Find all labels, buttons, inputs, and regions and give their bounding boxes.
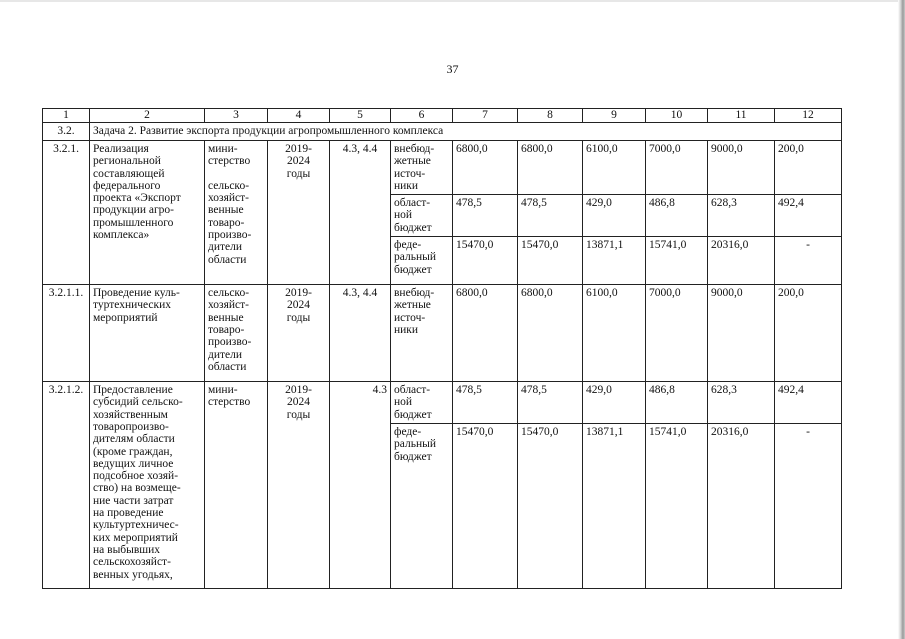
funding-source: феде- ральный бюджет: [391, 237, 453, 285]
measure-name: Проведение куль- туртехнических мероприятий: [90, 285, 205, 382]
funding-source: внебюд- жетные источ- ники: [391, 141, 453, 195]
value-cell: 200,0: [775, 141, 842, 195]
row-number: 3.2.1.: [43, 141, 90, 285]
column-number: 4: [268, 109, 330, 123]
value-cell: 628,3: [708, 195, 775, 237]
column-number: 9: [583, 109, 646, 123]
measure-name: Реализация региональной составляющей федерального проекта «Экспорт продукции агро- промышленного комплекса»: [90, 141, 205, 285]
scan-edge-shadow: [898, 0, 905, 639]
column-number: 1: [43, 109, 90, 123]
value-cell: 15470,0: [518, 423, 583, 588]
funding-source: феде- ральный бюджет: [391, 423, 453, 588]
indicator: 4.3, 4.4: [330, 141, 391, 285]
task-number: 3.2.: [43, 123, 90, 141]
executor: мини- стерство: [205, 382, 268, 589]
executor: мини- стерство сельско- хозяйст- венные товаро- произво- дители области: [205, 141, 268, 285]
value-cell: 20316,0: [708, 423, 775, 588]
measure-name: Предоставление субсидий сельско- хозяйственным товаропроизво- дителям области (кроме граждан, ведущих личное подсобное хозяй- ство) на возмеще- ние части затрат на проведение культуртехничес- ких мероприятий на выбывших сельскохозяйст- венных угодьях,: [90, 382, 205, 589]
column-number: 3: [205, 109, 268, 123]
column-number: 5: [330, 109, 391, 123]
value-cell: -: [775, 237, 842, 285]
value-cell: 429,0: [583, 195, 646, 237]
value-cell: 15470,0: [453, 423, 518, 588]
column-number: 6: [391, 109, 453, 123]
value-cell: 15741,0: [646, 237, 708, 285]
value-cell: 478,5: [518, 382, 583, 424]
row-number: 3.2.1.2.: [43, 382, 90, 589]
column-number: 8: [518, 109, 583, 123]
value-cell: 429,0: [583, 382, 646, 424]
value-cell: 492,4: [775, 195, 842, 237]
funding-source: област- ной бюджет: [391, 382, 453, 424]
value-cell: 478,5: [453, 195, 518, 237]
column-number: 10: [646, 109, 708, 123]
value-cell: 478,5: [453, 382, 518, 424]
value-cell: 6800,0: [453, 141, 518, 195]
column-number-row: [43, 109, 842, 123]
value-cell: 13871,1: [583, 423, 646, 588]
period: 2019- 2024 годы: [268, 382, 330, 589]
value-cell: 478,5: [518, 195, 583, 237]
task-title: Задача 2. Развитие экспорта продукции агропромышленного комплекса: [90, 123, 842, 141]
indicator: 4.3: [330, 382, 391, 589]
value-cell: 20316,0: [708, 237, 775, 285]
table-row: [43, 382, 842, 424]
value-cell: 6100,0: [583, 141, 646, 195]
value-cell: 200,0: [775, 285, 842, 382]
value-cell: 6800,0: [518, 285, 583, 382]
indicator: 4.3, 4.4: [330, 285, 391, 382]
value-cell: 6100,0: [583, 285, 646, 382]
column-number: 12: [775, 109, 842, 123]
task-row: [43, 123, 842, 141]
program-table: [42, 108, 842, 589]
funding-source: област- ной бюджет: [391, 195, 453, 237]
value-cell: 9000,0: [708, 285, 775, 382]
value-cell: -: [775, 423, 842, 588]
scan-top-shadow: [0, 0, 905, 2]
value-cell: 13871,1: [583, 237, 646, 285]
value-cell: 486,8: [646, 382, 708, 424]
value-cell: 6800,0: [453, 285, 518, 382]
period: 2019- 2024 годы: [268, 285, 330, 382]
table-row: [43, 285, 842, 382]
value-cell: 9000,0: [708, 141, 775, 195]
executor: сельско- хозяйст- венные товаро- произво- дители области: [205, 285, 268, 382]
row-number: 3.2.1.1.: [43, 285, 90, 382]
value-cell: 492,4: [775, 382, 842, 424]
value-cell: 7000,0: [646, 285, 708, 382]
value-cell: 15741,0: [646, 423, 708, 588]
value-cell: 486,8: [646, 195, 708, 237]
value-cell: 15470,0: [518, 237, 583, 285]
period: 2019- 2024 годы: [268, 141, 330, 285]
value-cell: 15470,0: [453, 237, 518, 285]
page-number: 37: [446, 62, 459, 76]
value-cell: 7000,0: [646, 141, 708, 195]
value-cell: 628,3: [708, 382, 775, 424]
column-number: 7: [453, 109, 518, 123]
value-cell: 6800,0: [518, 141, 583, 195]
funding-source: внебюд- жетные источ- ники: [391, 285, 453, 382]
table-row: [43, 141, 842, 195]
column-number: 2: [90, 109, 205, 123]
column-number: 11: [708, 109, 775, 123]
